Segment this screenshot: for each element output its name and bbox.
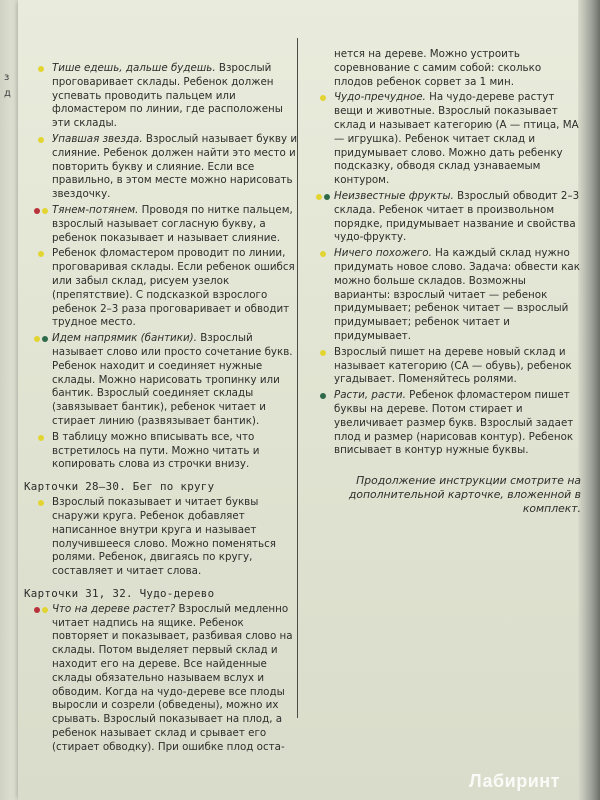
item-title: Тянем-потянем. bbox=[52, 203, 139, 216]
prev-page-fragment: з bbox=[4, 72, 10, 83]
item-text: Взрослый медленно читает надпись на ящике. Ребенок повторяет и показывает, разбивая слово на склады. Потом выделяет первый склад и находит его на дереве. Все найденные склады обязательно называем вслух и обводим. Когда на чудо-дереве все плоды выросли и созрели (обведены), можно их срывать. Взрослый показывает на плод, а ребенок называет склад и срывает его (стирает обводку). При ошибке плод оста- bbox=[52, 602, 293, 753]
item-text: Взрослый называет слово или просто сочетание букв. Ребенок находит и соединяет нужные склады. Можно нарисовать тропинку или бантик. Взрослый соединяет склады (завязывает бантик), ребенок читает и стирает линию (развязывает бантик). bbox=[52, 332, 293, 427]
green-dot-icon bbox=[320, 393, 326, 399]
watermark-text: Лабиринт bbox=[468, 771, 560, 791]
continued-text bbox=[318, 48, 583, 89]
instruction-item bbox=[318, 389, 583, 458]
yellow-dot-icon bbox=[38, 66, 44, 72]
item-text: Взрослый обводит 2–3 склада. Ребенок читает в произвольном порядке, придумывает название и свойства чудо-фрукту. bbox=[334, 189, 580, 244]
instruction-item bbox=[36, 62, 298, 131]
yellow-dot-icon bbox=[38, 251, 44, 257]
right-column bbox=[318, 48, 583, 516]
red-dot-icon bbox=[34, 208, 40, 214]
yellow-dot-icon bbox=[316, 194, 322, 200]
labirint-watermark bbox=[469, 771, 560, 792]
instruction-item bbox=[36, 496, 298, 579]
item-text: Ребенок фломастером проводит по линии, проговаривая склады. Если ребенок ошибся или забыл склад, рисуем узелок (препятствие). С подсказкой взрослого ребенок 2–3 раза проговаривает и обводит трудное место. bbox=[52, 247, 295, 329]
item-text: Проводя по нитке пальцем, взрослый называет согласную букву, а ребенок показывает и называет слияние. bbox=[52, 203, 293, 244]
yellow-dot-icon bbox=[320, 95, 326, 101]
item-title: Ничего похожего. bbox=[334, 247, 432, 260]
item-text: На каждый склад нужно придумать новое слово. Задача: обвести как можно больше складов. Возможны варианты: взрослый читает — ребенок придумывает; ребенок читает — взрослый придумывает; ребенок читает и придумывает. bbox=[334, 247, 580, 342]
item-text: Взрослый показывает и читает буквы снаружи круга. Ребенок добавляет написанное внутри круга и называет получившееся слово. Можно поменяться ролями. Ребенок, двигаясь по кругу, составляет и читает слова. bbox=[52, 496, 276, 578]
yellow-dot-icon bbox=[34, 336, 40, 342]
item-text: На чудо-дереве растут вещи и животные. Взрослый показывает склад и называет категорию (А — птица, МА — игрушка). Ребенок читает склад и придумывает слово. Можно дать ребенку подсказку, обводя склад узнаваемым контуром. bbox=[334, 91, 579, 187]
item-title: Чудо-пречудное. bbox=[334, 91, 426, 104]
yellow-dot-icon bbox=[42, 607, 48, 613]
instruction-item bbox=[36, 204, 298, 245]
green-dot-icon bbox=[324, 194, 330, 200]
item-text: Взрослый пишет на дереве новый склад и называет категорию (СА — обувь), ребенок угадывает. Поменяйтесь ролями. bbox=[334, 345, 572, 386]
green-dot-icon bbox=[42, 336, 48, 342]
item-text: Взрослый называет букву и слияние. Ребенок должен найти это место и повторить букву и слияние. Если все правильно, в этом месте можно нарисовать звездочку. bbox=[52, 132, 298, 201]
instruction-item bbox=[36, 332, 298, 429]
section-heading: Карточки 28–30. Бег по кругу bbox=[24, 480, 215, 494]
instruction-item bbox=[36, 133, 298, 202]
prev-page-fragment: д bbox=[4, 88, 11, 99]
instruction-item bbox=[36, 247, 298, 330]
section-heading: Карточки 31, 32. Чудо-дерево bbox=[24, 586, 215, 600]
item-text: В таблицу можно вписывать все, что встретилось на пути. Можно читать и копировать слова из строчки внизу. bbox=[52, 430, 260, 471]
yellow-dot-icon bbox=[38, 500, 44, 506]
yellow-dot-icon bbox=[38, 435, 44, 441]
item-title: Упавшая звезда. bbox=[52, 132, 143, 145]
yellow-dot-icon bbox=[42, 208, 48, 214]
item-title: Неизвестные фрукты. bbox=[334, 189, 454, 202]
item-text: Взрослый проговаривает склады. Ребенок должен успевать проводить пальцем или фломастером по линии, где расположены эти склады. bbox=[52, 62, 283, 130]
instruction-item bbox=[318, 190, 583, 245]
item-title: Что на дереве растет? bbox=[52, 602, 176, 615]
yellow-dot-icon bbox=[320, 251, 326, 257]
instruction-item bbox=[318, 91, 583, 188]
item-text: нется на дереве. Можно устроить соревнование с самим собой: сколько плодов ребенок сорвет за 1 мин. bbox=[334, 48, 542, 88]
previous-page-edge bbox=[0, 0, 18, 800]
yellow-dot-icon bbox=[38, 137, 44, 143]
item-title: Расти, расти. bbox=[334, 389, 406, 402]
item-title: Идем напрямик (бантики). bbox=[52, 332, 197, 345]
continuation-note: Продолжение инструкции смотрите на дополнительной карточке, вложенной в комплект. bbox=[348, 474, 581, 516]
instruction-item bbox=[318, 247, 583, 344]
instruction-item bbox=[318, 346, 583, 387]
yellow-dot-icon bbox=[320, 350, 326, 356]
item-text: Ребенок фломастером пишет буквы на дереве. Потом стирает и увеличивает размер букв. Взрослый задает плод и размер (нарисовав контур). Ребенок вписывает в контур нужные буквы. bbox=[334, 389, 574, 457]
instruction-item bbox=[36, 603, 298, 755]
item-title: Тише едешь, дальше будешь. bbox=[52, 62, 216, 74]
instruction-item bbox=[36, 431, 298, 472]
left-column bbox=[24, 62, 298, 757]
red-dot-icon bbox=[34, 607, 40, 613]
